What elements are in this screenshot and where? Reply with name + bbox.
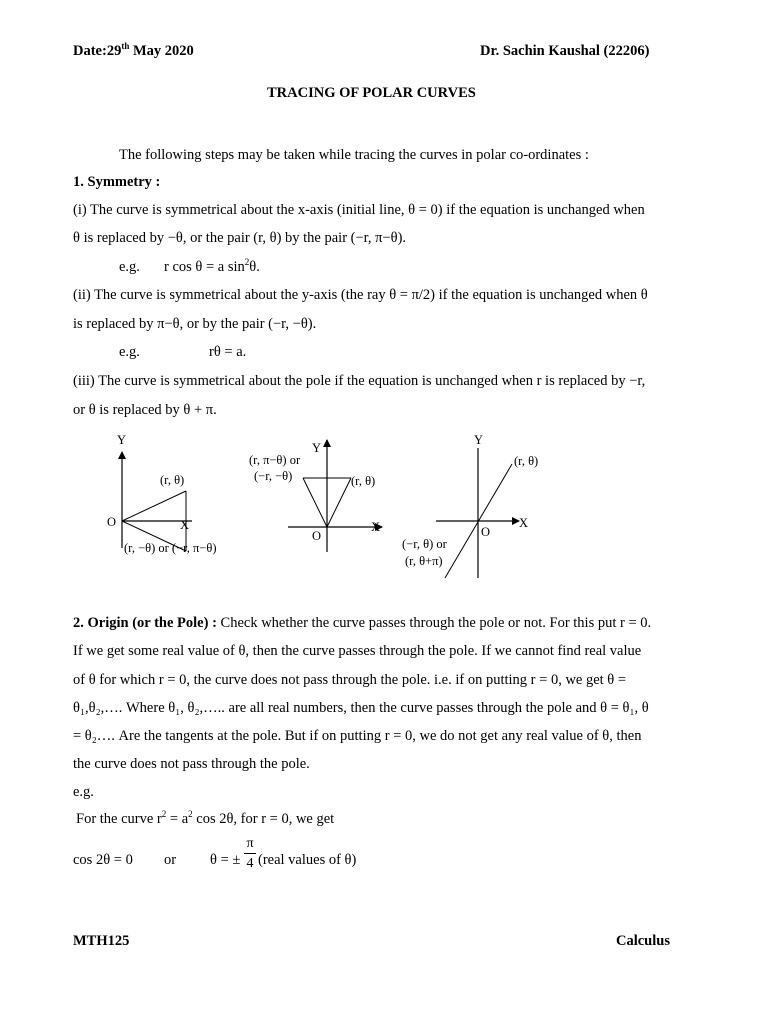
fig3-lower-label-2: (r, θ+π) <box>405 554 443 568</box>
symmetry-i-line1: (i) The curve is symmetrical about the x-axis (initial line, θ = 0) if the equation is unchanged when <box>73 202 645 218</box>
fig2-ray-left <box>303 478 327 527</box>
section1-heading: 1. Symmetry : <box>73 174 161 190</box>
curve-text-c: cos 2θ, for r = 0, we get <box>192 811 335 827</box>
fig1-upper-label: (r, θ) <box>160 473 185 487</box>
example-expression-part: r cos θ = a sin <box>164 259 245 275</box>
curve-text-b: = a <box>166 811 189 827</box>
fig2-right-label: (r, θ) <box>351 474 376 488</box>
fig3-origin-label: O <box>481 525 491 539</box>
example-exponent: 2 <box>244 257 250 268</box>
fig1-origin-label: O <box>107 515 117 529</box>
fig1-x-label: X <box>180 518 190 532</box>
page-title: TRACING OF POLAR CURVES <box>267 85 476 101</box>
section2-line3: of θ for which r = 0, the curve does not pass through the pole. i.e. if on putting r = 0, we get θ = <box>73 672 627 688</box>
fig2-ray-right <box>327 478 351 527</box>
fig1-ray-upper <box>122 491 186 521</box>
result-or: or <box>164 852 177 868</box>
result-note: (real values of θ) <box>258 852 357 868</box>
fig2-y-label: Y <box>312 441 322 455</box>
result-cos: cos 2θ = 0 <box>73 852 133 868</box>
symmetry-iii-line2: or θ is replaced by θ + π. <box>73 402 217 418</box>
figure-x-axis-symmetry <box>122 452 192 551</box>
symmetry-ii-line2: is replaced by π−θ, or by the pair (−r, −θ). <box>73 316 317 332</box>
section2-line2: If we get some real value of θ, then the curve passes through the pole. If we cannot find real value <box>73 643 642 659</box>
fig3-lower-label-1: (−r, θ) or <box>402 537 447 551</box>
fig3-y-label: Y <box>474 433 484 447</box>
fig1-lower-label: (r, −θ) or (−r, π−θ) <box>124 541 217 555</box>
fig3-upper-label: (r, θ) <box>514 454 539 468</box>
fraction-denominator: 4 <box>246 856 254 871</box>
example-expression-end: θ. <box>249 259 260 275</box>
symmetry-ii-example-label: e.g. <box>119 344 140 360</box>
curve-text-a: For the curve r <box>76 811 162 827</box>
fraction-numerator: π <box>246 836 254 851</box>
section2-line1 <box>73 614 651 632</box>
section2-curve-example <box>76 810 334 828</box>
symmetry-i-line2: θ is replaced by −θ, or the pair (r, θ) by the pair (−r, π−θ). <box>73 230 407 246</box>
footer-subject: Calculus <box>616 933 670 949</box>
figure-pole-symmetry <box>436 448 519 578</box>
figure-y-axis-symmetry <box>288 440 382 552</box>
curve-exponent-1: 2 <box>161 809 167 820</box>
author-header: Dr. Sachin Kaushal (22206) <box>480 43 650 59</box>
section2-line6: the curve does not pass through the pole. <box>73 756 310 772</box>
symmetry-ii-line1: (ii) The curve is symmetrical about the y-axis (the ray θ = π/2) if the equation is unchanged when θ <box>73 287 648 303</box>
section2-line1-text: Check whether the curve passes through the pole or not. For this put r = 0. <box>216 615 652 631</box>
result-theta: θ = ± <box>210 852 241 868</box>
section2-line5: = θ₂…. Are the tangents at the pole. But if on putting r = 0, we do not get any real value of θ, then <box>73 728 642 744</box>
section2-heading: 2. Origin (or the Pole) : <box>73 615 217 631</box>
date-month-year: May 2020 <box>129 43 194 59</box>
curve-exponent-2: 2 <box>188 809 193 820</box>
footer-course: MTH125 <box>73 933 130 949</box>
fig2-left-label-1: (r, π−θ) or <box>249 453 301 467</box>
fig1-y-label: Y <box>117 433 127 447</box>
intro-paragraph: The following steps may be taken while tracing the curves in polar co-ordinates : <box>119 147 589 163</box>
date-suffix: th <box>121 41 130 52</box>
fig2-x-label: X <box>371 520 381 534</box>
fig2-origin-label: O <box>312 529 322 543</box>
fig3-x-label: X <box>519 516 529 530</box>
fig2-left-label-2: (−r, −θ) <box>254 469 293 483</box>
symmetry-iii-line1: (iii) The curve is symmetrical about the pole if the equation is unchanged when r is replaced by −r, <box>73 373 646 389</box>
symmetry-ii-example: rθ = a. <box>209 344 247 360</box>
section2-line4: θ₁,θ₂,…. Where θ₁, θ₂,….. are all real numbers, then the curve passes through the pole and θ = θ₁, θ <box>73 700 649 716</box>
symmetry-i-example-label: e.g. <box>119 259 140 275</box>
section2-eg-label: e.g. <box>73 784 94 800</box>
fraction-bar <box>244 853 256 854</box>
date-label: Date:29 <box>73 43 122 59</box>
